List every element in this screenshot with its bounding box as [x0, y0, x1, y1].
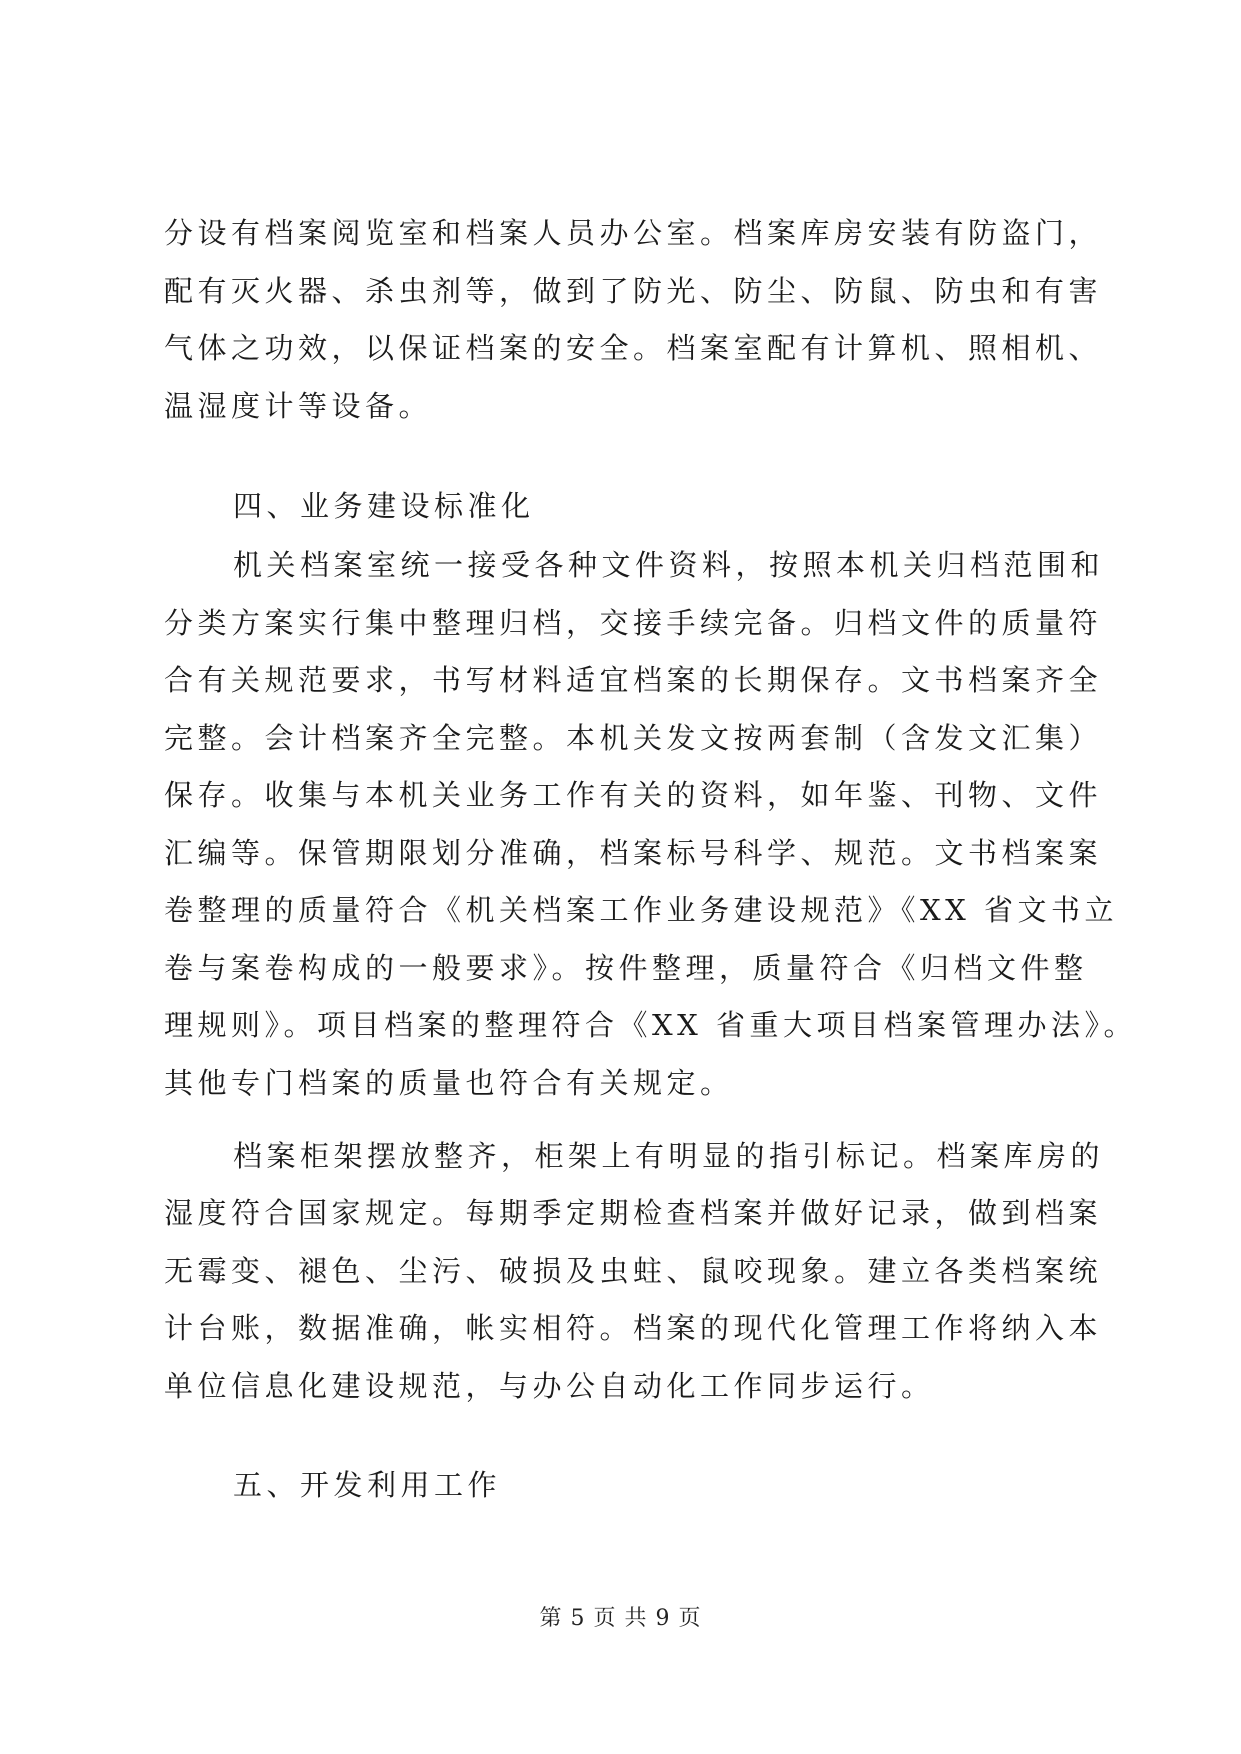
body-line: 合有关规范要求，书写材料适宜档案的长期保存。文书档案齐全: [164, 663, 1103, 697]
section-heading: 五、开发利用工作: [233, 1468, 502, 1502]
page-footer: 第 5 页 共 9 页: [539, 1606, 702, 1631]
body-line: 完整。会计档案齐全完整。本机关发文按两套制（含发文汇集）: [164, 721, 1103, 755]
body-line: 计台账，数据准确，帐实相符。档案的现代化管理工作将纳入本: [164, 1311, 1103, 1345]
body-line: 气体之功效，以保证档案的安全。档案室配有计算机、照相机、: [164, 331, 1103, 365]
body-line: 分设有档案阅览室和档案人员办公室。档案库房安装有防盗门，: [164, 216, 1103, 250]
body-line: 其他专门档案的质量也符合有关规定。: [164, 1066, 734, 1100]
body-line: 配有灭火器、杀虫剂等，做到了防光、防尘、防鼠、防虫和有害: [164, 274, 1103, 308]
body-line: 理规则》。项目档案的整理符合《XX 省重大项目档案管理办法》。: [164, 1008, 1138, 1042]
body-line: 卷与案卷构成的一般要求》。按件整理，质量符合《归档文件整: [164, 951, 1088, 985]
body-line: 分类方案实行集中整理归档，交接手续完备。归档文件的质量符: [164, 606, 1103, 640]
body-line: 汇编等。保管期限划分准确，档案标号科学、规范。文书档案案: [164, 836, 1103, 870]
body-line: 单位信息化建设规范，与办公自动化工作同步运行。: [164, 1369, 935, 1403]
body-line: 档案柜架摆放整齐，柜架上有明显的指引标记。档案库房的: [233, 1139, 1105, 1173]
section-heading: 四、业务建设标准化: [233, 489, 535, 523]
body-line: 机关档案室统一接受各种文件资料，按照本机关归档范围和: [233, 548, 1105, 582]
body-line: 温湿度计等设备。: [164, 389, 433, 423]
body-line: 卷整理的质量符合《机关档案工作业务建设规范》《XX 省文书立: [164, 893, 1119, 927]
body-line: 保存。收集与本机关业务工作有关的资料，如年鉴、刊物、文件: [164, 778, 1103, 812]
body-line: 无霉变、褪色、尘污、破损及虫蛀、鼠咬现象。建立各类档案统: [164, 1254, 1103, 1288]
body-line: 湿度符合国家规定。每期季定期检查档案并做好记录，做到档案: [164, 1196, 1103, 1230]
